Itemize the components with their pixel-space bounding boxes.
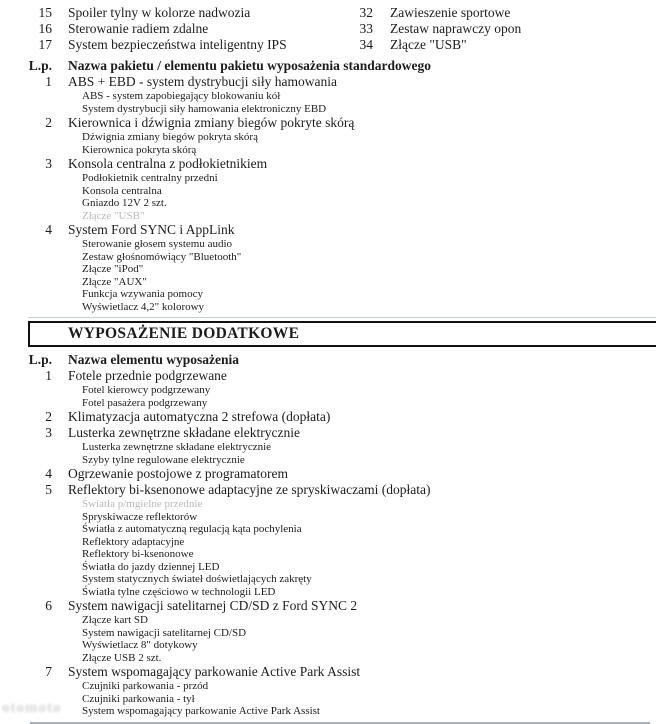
sub-item: Złącze kart SD [82, 614, 148, 626]
sub-item: System wspomagający parkowanie Active Park Assist [82, 705, 320, 717]
item-label: Spoiler tylny w kolorze nadwozia [68, 5, 251, 20]
equipment-item [0, 598, 656, 664]
sub-item: ABS - system zapobiegający blokowaniu kół [82, 90, 281, 102]
list-item [0, 598, 656, 614]
sub-item: Funkcja wzywania pomocy [82, 288, 203, 300]
sub-item: Lusterka zewnętrzne składane elektrycznie [82, 441, 272, 453]
item-label: System wspomagający parkowanie Active Park Assist [68, 664, 361, 679]
sub-item: System statycznych świateł doświetlających zakręty [82, 573, 312, 585]
item-number: 33 [359, 21, 373, 36]
lp-column-header: L.p. [28, 352, 52, 367]
sub-item: Złącze USB 2 szt. [82, 651, 162, 664]
equipment-item [0, 115, 656, 156]
list-item [0, 482, 656, 498]
sub-item: Wyświetlacz 4,2" kolorowy [82, 300, 205, 313]
standard-equipment-list [0, 74, 656, 313]
standard-equipment-column-title: Nazwa pakietu / elementu pakietu wyposażenia standardowego [68, 58, 432, 73]
item-label: Fotele przednie podgrzewane [68, 368, 227, 383]
item-number: 4 [45, 466, 52, 481]
item-label: Kierownica i dźwignia zmiany biegów pokryte skórą [68, 115, 355, 130]
list-item [0, 21, 330, 37]
list-item [0, 37, 330, 53]
sub-item: Światła tylne częściowo w technologii LED [82, 585, 276, 598]
additional-equipment-header [0, 352, 656, 368]
item-number: 6 [45, 598, 52, 613]
item-label: Zawieszenie sportowe [390, 5, 511, 20]
numbered-feature-list [0, 0, 656, 53]
sub-item: Spryskiwacze reflektorów [82, 510, 198, 523]
equipment-item [0, 156, 656, 222]
list-item [0, 5, 330, 21]
equipment-item [0, 368, 656, 409]
sub-item: Złącze "USB" [82, 209, 145, 222]
item-number: 32 [359, 5, 373, 20]
sub-item: System nawigacji satelitarnej CD/SD [82, 626, 247, 639]
sub-item: Gniazdo 12V 2 szt. [82, 197, 167, 209]
sub-item: Światła p/mgielne przednie [82, 498, 203, 510]
equipment-item [0, 425, 656, 466]
sub-item: Sterowanie głosem systemu audio [82, 238, 233, 250]
sub-item: System dystrybucji siły hamowania elektroniczny EBD [82, 102, 327, 115]
list-item [0, 409, 656, 425]
item-label: System Ford SYNC i AppLink [68, 222, 235, 237]
list-item [330, 21, 656, 37]
item-number: 2 [45, 115, 52, 130]
item-label: Złącze "USB" [390, 37, 467, 52]
sub-item: Złącze "iPod" [82, 263, 144, 275]
watermark: otomoto [2, 700, 62, 716]
list-item [0, 664, 656, 680]
list-item [0, 425, 656, 441]
item-label: Lusterka zewnętrzne składane elektrycznie [68, 425, 300, 440]
item-label: Ogrzewanie postojowe z programatorem [68, 466, 289, 481]
list-item [0, 156, 656, 172]
item-number: 2 [45, 409, 52, 424]
additional-equipment-column-title: Nazwa elementu wyposażenia [68, 352, 239, 367]
sub-item: Podłokietnik centralny przedni [82, 172, 218, 184]
equipment-item [0, 482, 656, 598]
item-label: Reflektory bi-ksenonowe adaptacyjne ze spryskiwaczami (dopłata) [68, 482, 431, 497]
sub-item: Reflektory adaptacyjne [82, 535, 185, 548]
sub-item: Światła z automatyczną regulacją kąta pochylenia [82, 523, 302, 535]
item-number: 5 [45, 482, 52, 497]
equipment-item [0, 409, 656, 425]
item-number: 1 [45, 74, 52, 89]
sub-item: Wyświetlacz 8" dotykowy [82, 639, 198, 651]
item-number: 17 [38, 37, 52, 52]
list-item [0, 115, 656, 131]
item-label: Sterowanie radiem zdalne [68, 21, 209, 36]
sub-item: Szyby tylne regulowane elektrycznie [82, 453, 245, 466]
sub-item: Czujniki parkowania - tył [82, 692, 195, 705]
feature-list-left-column [0, 5, 330, 53]
list-item [0, 466, 656, 482]
list-item [0, 74, 656, 90]
list-item [0, 368, 656, 384]
item-label: Konsola centralna z podłokietnikiem [68, 156, 268, 171]
list-item [0, 222, 656, 238]
sub-item: Reflektory bi-ksenonowe [82, 548, 194, 560]
list-item [330, 37, 656, 53]
sub-item: Zestaw głośnomówiący "Bluetooth" [82, 250, 242, 263]
lp-column-header: L.p. [28, 58, 52, 73]
sub-item: Fotel pasażera podgrzewany [82, 396, 208, 409]
sub-item: Konsola centralna [82, 184, 162, 197]
item-label: Zestaw naprawczy opon [390, 21, 522, 36]
sub-item: Fotel kierowcy podgrzewany [82, 384, 211, 396]
additional-equipment-list [0, 368, 656, 718]
item-number: 15 [38, 5, 52, 20]
item-label: System nawigacji satelitarnej CD/SD z Ford SYNC 2 [68, 598, 358, 613]
sub-item: Złącze "AUX" [82, 275, 147, 288]
equipment-item [0, 74, 656, 115]
standard-equipment-header [0, 58, 656, 74]
item-number: 3 [45, 156, 52, 171]
equipment-item [0, 466, 656, 482]
feature-list-right-column [330, 5, 656, 53]
item-label: Klimatyzacja automatyczna 2 strefowa (dopłata) [68, 409, 331, 424]
item-number: 1 [45, 368, 52, 383]
item-number: 16 [38, 21, 52, 36]
sub-item: Czujniki parkowania - przód [82, 680, 209, 692]
section-divider-line [28, 317, 656, 318]
additional-equipment-section-box [28, 321, 656, 347]
item-number: 4 [45, 222, 52, 237]
sub-item: Światła do jazdy dziennej LED [82, 560, 220, 573]
item-number: 3 [45, 425, 52, 440]
item-label: ABS + EBD - system dystrybucji siły hamowania [68, 74, 337, 89]
item-number: 34 [359, 37, 373, 52]
sub-item: Kierownica pokryta skórą [82, 143, 197, 156]
item-number: 7 [45, 664, 52, 679]
sub-item: Dźwignia zmiany biegów pokryta skórą [82, 131, 258, 143]
item-label: System bezpieczeństwa inteligentny IPS [68, 37, 287, 52]
equipment-item [0, 222, 656, 313]
list-item [330, 5, 656, 21]
equipment-item [0, 664, 656, 718]
section-title: WYPOSAŻENIE DODATKOWE [68, 325, 300, 342]
